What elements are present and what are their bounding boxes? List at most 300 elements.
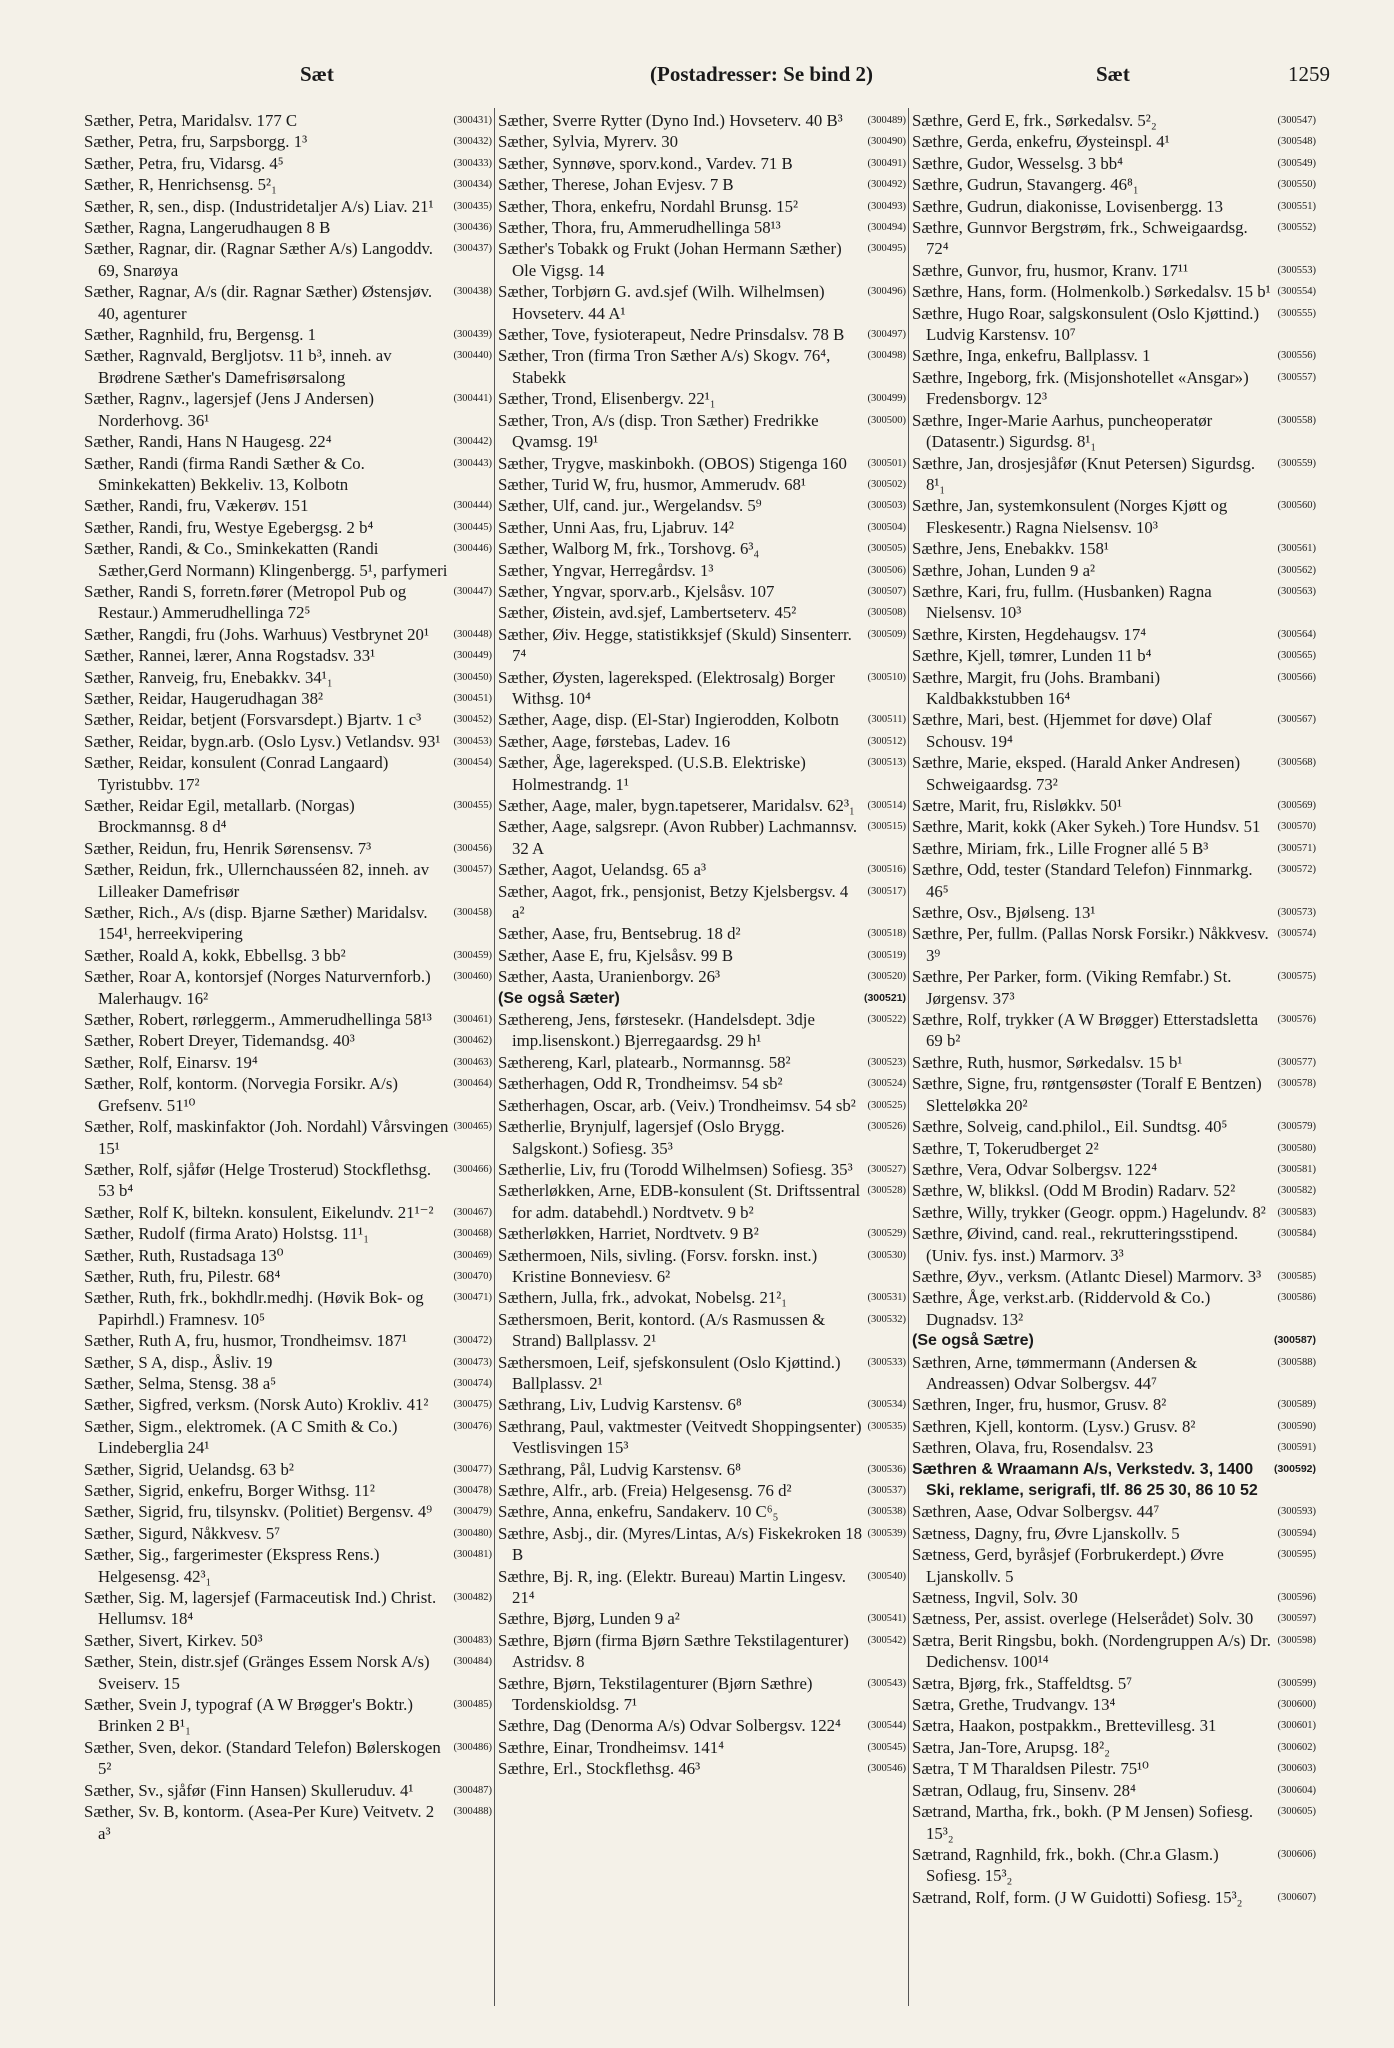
directory-entry	[498, 881, 908, 924]
entry-text: Sæther, Torbjørn G. avd.sjef (Wilh. Wilhelmsen) Hovseterv. 44 A¹	[498, 282, 825, 323]
directory-entry	[84, 1116, 494, 1159]
entry-text: Sæther, Reidar, Haugerudhagan 38²	[84, 688, 324, 708]
entry-code: (300536)	[867, 1463, 906, 1475]
entry-code: (300464)	[453, 1078, 492, 1090]
entry-text: Sætrand, Martha, frk., bokh. (P M Jensen) Sofiesg. 15³₂	[912, 1802, 1254, 1843]
entry-text: Sætra, T M Tharaldsen Pilestr. 75¹⁰	[912, 1759, 1149, 1779]
directory-entry	[912, 1758, 1318, 1779]
entry-text: Sæther, Sylvia, Myrerv. 30	[498, 132, 679, 152]
entry-code: (300494)	[867, 222, 906, 234]
entry-code: (300495)	[867, 243, 906, 255]
directory-entry	[84, 1801, 494, 1844]
entry-text: Sæther, Randi, fru, Vækerøv. 151	[84, 496, 309, 516]
directory-entry	[498, 1309, 908, 1352]
entry-text: Sæther, Randi, fru, Westye Egebergsg. 2 b⁴	[84, 517, 374, 537]
entry-code: (300561)	[1277, 543, 1316, 555]
entry-text: Sæthrang, Pål, Ludvig Karstensv. 6⁸	[498, 1459, 741, 1479]
directory-entry	[498, 945, 908, 966]
directory-entry	[498, 517, 908, 538]
entry-code: (300481)	[453, 1549, 492, 1561]
entry-text: Sæther, Rudolf (firma Arato) Holstsg. 11¹₁	[84, 1224, 370, 1244]
entry-text: Sæther, Sverre Rytter (Dyno Ind.) Hovseterv. 40 B³	[498, 111, 843, 130]
directory-entry	[912, 795, 1318, 816]
entry-text: Sæther, Aase E, fru, Kjelsåsv. 99 B	[498, 945, 734, 965]
entry-text: Sæther, Ragnar, A/s (dir. Ragnar Sæther) Østensjøv. 40, agenturer	[84, 282, 433, 323]
entry-code: (300515)	[867, 821, 906, 833]
entry-text: Sæther, Sivert, Kirkev. 50³	[84, 1630, 263, 1650]
directory-entry	[498, 174, 908, 195]
entry-code: (300522)	[867, 1014, 906, 1026]
entry-text: (Se også Sæter)	[498, 989, 620, 1007]
entry-text: Sæther, Selma, Stensg. 38 a⁵	[84, 1373, 277, 1393]
entry-text: Sæther, Randi S, forretn.fører (Metropol Pub og Restaur.) Ammerudhellinga 72⁵	[84, 581, 407, 623]
directory-entry	[912, 495, 1318, 538]
entry-text: Sæthre, Bjørn, Tekstilagenturer (Bjørn Sæthre) Tordenskioldsg. 7¹	[498, 1673, 813, 1715]
entry-text: Sæthre, Jan, drosjesjåfør (Knut Petersen) Sigurdsg. 8¹₁	[912, 453, 1256, 494]
entry-code: (300532)	[867, 1313, 906, 1325]
directory-entry	[84, 795, 494, 838]
directory-entry	[498, 238, 908, 281]
directory-entry	[84, 1416, 494, 1459]
entry-text: Sæthre, Gunvor, fru, husmor, Kranv. 17¹¹	[912, 260, 1189, 280]
entry-code: (300490)	[867, 136, 906, 148]
entry-code: (300574)	[1277, 928, 1316, 940]
directory-entry	[912, 1844, 1318, 1887]
entry-text: Sæthre, Vera, Odvar Solbergsv. 122⁴	[912, 1159, 1158, 1179]
entry-text: Sæther, Stein, distr.sjef (Gränges Essem Norsk A/s) Sveiserv. 15	[84, 1652, 430, 1693]
entry-text: (Se også Sætre)	[912, 1332, 1034, 1350]
entry-code: (300565)	[1277, 650, 1316, 662]
entry-code: (300438)	[453, 286, 492, 298]
entry-code: (300454)	[453, 757, 492, 769]
entry-code: (300593)	[1277, 1506, 1316, 1518]
entry-text: Sæthre, Alfr., arb. (Freia) Helgesensg. 76 d²	[498, 1481, 792, 1500]
entry-code: (300545)	[867, 1741, 906, 1753]
directory-entry	[912, 217, 1318, 260]
directory-entry	[84, 1373, 494, 1394]
entry-text: Sæthermoen, Nils, sivling. (Forsv. forskn. inst.) Kristine Bonneviesv. 6²	[498, 1245, 818, 1286]
entry-text: Sæthern, Julla, frk., advokat, Nobelsg. 21²₁	[498, 1288, 788, 1308]
entry-code: (300562)	[1277, 564, 1316, 576]
entry-text: Sæther, Trygve, maskinbokh. (OBOS) Stigenga 160	[498, 453, 847, 473]
entry-code: (300458)	[453, 907, 492, 919]
entry-text: Sæthre, Øyv., verksm. (Atlantc Diesel) Marmorv. 3³	[912, 1266, 1262, 1286]
entry-code: (300436)	[453, 222, 492, 234]
directory-entry	[498, 1180, 908, 1223]
entry-code: (300461)	[453, 1014, 492, 1026]
entry-code: (300462)	[453, 1035, 492, 1047]
entry-text: Sæthre, Marit, kokk (Aker Sykeh.) Tore Hundsv. 51	[912, 817, 1261, 837]
entry-text: Sæther, Roar A, kontorsjef (Norges Naturvernforb.) Malerhaugv. 16²	[84, 967, 431, 1008]
entry-text: Sæther, Reidun, fru, Henrik Sørensensv. 7³	[84, 838, 372, 858]
entry-text: Sæther, Petra, fru, Vidarsg. 4⁵	[84, 153, 284, 173]
directory-entry	[498, 731, 908, 752]
entry-code: (300479)	[453, 1506, 492, 1518]
entry-text: Sætherhagen, Oscar, arb. (Veiv.) Trondheimsv. 54 sb²	[498, 1095, 856, 1115]
directory-entry	[912, 1459, 1318, 1502]
entry-code: (300566)	[1277, 671, 1316, 683]
entry-code: (300521)	[863, 991, 906, 1004]
directory-entry	[84, 966, 494, 1009]
entry-text: Sæther, S A, disp., Åsliv. 19	[84, 1352, 273, 1372]
entry-code: (300526)	[867, 1121, 906, 1133]
column-divider	[908, 108, 909, 2006]
directory-entry	[498, 966, 908, 987]
entry-code: (300575)	[1277, 971, 1316, 983]
entry-text: Sæther, Øiv. Hegge, statistikksjef (Skuld) Sinsenterr. 7⁴	[498, 624, 852, 666]
directory-entry	[84, 902, 494, 945]
directory-entry	[84, 667, 494, 688]
entry-code: (300552)	[1277, 222, 1316, 234]
entry-code: (300470)	[453, 1270, 492, 1282]
entry-code: (300543)	[867, 1677, 906, 1689]
entry-code: (300497)	[867, 329, 906, 341]
directory-entry	[498, 1566, 908, 1609]
directory-entry	[84, 1159, 494, 1202]
entry-code: (300586)	[1277, 1292, 1316, 1304]
entry-text: Sæther, Tove, fysioterapeut, Nedre Prinsdalsv. 78 B	[498, 325, 845, 345]
entry-code: (300538)	[867, 1506, 906, 1518]
directory-entry	[498, 1480, 908, 1501]
entry-text: Sæther, Øistein, avd.sjef, Lambertseterv. 45²	[498, 603, 797, 623]
entry-code: (300499)	[867, 393, 906, 405]
entry-text: Sætherlie, Brynjulf, lagersjef (Oslo Brygg. Salgskont.) Sofiesg. 35³	[498, 1117, 785, 1158]
entry-code: (300512)	[867, 735, 906, 747]
directory-entry	[84, 1266, 494, 1287]
entry-text: Sæthre, Solveig, cand.philol., Eil. Sundtsg. 40⁵	[912, 1117, 1228, 1137]
entry-text: Sæthre, Hugo Roar, salgskonsulent (Oslo Kjøttind.) Ludvig Karstensv. 10⁷	[912, 303, 1260, 345]
entry-text: Sætra, Bjørg, frk., Staffeldtsg. 5⁷	[912, 1673, 1133, 1693]
directory-entry	[498, 795, 908, 816]
directory-entry	[498, 1009, 908, 1052]
entry-code: (300524)	[867, 1078, 906, 1090]
directory-entry	[498, 1523, 908, 1566]
entry-code: (300540)	[867, 1570, 906, 1582]
entry-code: (300529)	[867, 1228, 906, 1240]
entry-text: Sæther, Sigurd, Nåkkvesv. 5⁷	[84, 1523, 281, 1543]
entry-code: (300487)	[453, 1784, 492, 1796]
directory-entry	[84, 1651, 494, 1694]
entry-code: (300492)	[867, 179, 906, 191]
entry-code: (300531)	[867, 1292, 906, 1304]
directory-entry	[84, 131, 494, 152]
directory-entry	[498, 474, 908, 495]
directory-entry	[84, 581, 494, 624]
entry-text: Sæther, R, sen., disp. (Industridetaljer A/s) Liav. 21¹	[84, 196, 434, 216]
entry-code: (300476)	[453, 1420, 492, 1432]
directory-entry	[84, 1480, 494, 1501]
directory-entry	[498, 1737, 908, 1758]
entry-code: (300485)	[453, 1699, 492, 1711]
entry-code: (300432)	[453, 136, 492, 148]
entry-code: (300581)	[1277, 1163, 1316, 1175]
directory-entry	[84, 1287, 494, 1330]
entry-code: (300463)	[453, 1056, 492, 1068]
directory-entry	[84, 1780, 494, 1801]
entry-text: Sæther, Svein J, typograf (A W Brøgger's Boktr.) Brinken 2 B¹₁	[84, 1695, 413, 1736]
directory-entry	[498, 410, 908, 453]
entry-code: (300548)	[1277, 136, 1316, 148]
directory-entry	[498, 196, 908, 217]
directory-entry	[84, 1352, 494, 1373]
directory-entry	[912, 1052, 1318, 1073]
entry-text: Sæthre, Kirsten, Hegdehaugsv. 17⁴	[912, 624, 1147, 644]
directory-entry	[498, 560, 908, 581]
entry-code: (300606)	[1277, 1848, 1316, 1860]
directory-entry	[84, 388, 494, 431]
entry-code: (300520)	[867, 971, 906, 983]
entry-text: Sæthre, Jens, Enebakkv. 158¹	[912, 539, 1109, 559]
entry-code: (300555)	[1277, 307, 1316, 319]
entry-text: Sæthre, T, Tokerudberget 2²	[912, 1138, 1099, 1158]
entry-text: Sæthre, Bjørn (firma Bjørn Sæthre Tekstilagenturer) Astridsv. 8	[498, 1630, 849, 1672]
directory-entry	[498, 1459, 908, 1480]
entry-code: (300439)	[453, 329, 492, 341]
directory-entry	[84, 1330, 494, 1351]
entry-text: Sæther, Rolf K, biltekn. konsulent, Eikelundv. 21¹⁻²	[84, 1202, 434, 1222]
entry-text: Sæther, Tron, A/s (disp. Tron Sæther) Fredrikke Qvamsg. 19¹	[498, 410, 819, 452]
directory-entry	[84, 217, 494, 238]
entry-code: (300459)	[453, 949, 492, 961]
entry-code: (300602)	[1277, 1741, 1316, 1753]
running-head-center: (Postadresser: Se bind 2)	[650, 62, 874, 86]
directory-entry	[912, 367, 1318, 410]
entry-text: Sætran, Odlaug, fru, Sinsenv. 28⁴	[912, 1780, 1136, 1800]
entry-text: Sæthereng, Jens, førstesekr. (Handelsdept. 3dje imp.lisenskont.) Bjerregaardsg. 29 h¹	[498, 1010, 815, 1051]
entry-text: Sæthren, Olava, fru, Rosendalsv. 23	[912, 1438, 1154, 1458]
entry-text: Sæthre, Per, fullm. (Pallas Norsk Forsikr.) Nåkkvesv. 3⁹	[912, 924, 1269, 965]
directory-entry	[84, 645, 494, 666]
entry-text: Sæther, Aage, disp. (El-Star) Ingierodden, Kolbotn	[498, 710, 839, 730]
directory-entry	[498, 495, 908, 516]
directory-entry	[498, 453, 908, 474]
directory-entry	[912, 110, 1318, 131]
entry-code: (300456)	[453, 842, 492, 854]
entry-text: Sætness, Gerd, byråsjef (Forbrukerdept.) Øvre Ljanskollv. 5	[912, 1545, 1224, 1586]
entry-text: Sætness, Per, assist. overlege (Helserådet) Solv. 30	[912, 1609, 1254, 1629]
entry-text: Sæther, Randi, Hans N Haugesg. 22⁴	[84, 432, 332, 452]
directory-entry	[84, 1009, 494, 1030]
entry-text: Sæthre, Ingeborg, frk. (Misjonshotellet «Ansgar») Fredensborgv. 12³	[912, 367, 1249, 409]
directory-entry	[912, 453, 1318, 496]
entry-code: (300467)	[453, 1206, 492, 1218]
entry-text: Sæthre, Bjørg, Lunden 9 a²	[498, 1609, 680, 1629]
entry-text: Sæthre, Kjell, tømrer, Lunden 11 b⁴	[912, 646, 1152, 666]
entry-text: Sæther, Rolf, maskinfaktor (Joh. Nordahl) Vårsvingen 15¹	[84, 1117, 449, 1158]
entry-code: (300449)	[453, 650, 492, 662]
entry-text: Sæther, Aage, førstebas, Ladev. 16	[498, 731, 731, 751]
running-head-right: Sæt	[1096, 62, 1130, 86]
directory-entry	[84, 1737, 494, 1780]
entry-code: (300607)	[1277, 1891, 1316, 1903]
entry-text: Sætra, Haakon, postpakkm., Brettevillesg. 31	[912, 1716, 1217, 1736]
entry-text: Sæthren, Inger, fru, husmor, Grusv. 8²	[912, 1395, 1167, 1415]
entry-code: (300589)	[1277, 1399, 1316, 1411]
directory-entry	[84, 945, 494, 966]
entry-code: (300519)	[867, 949, 906, 961]
entry-code: (300578)	[1277, 1078, 1316, 1090]
directory-entry	[912, 1673, 1318, 1694]
entry-code: (300584)	[1277, 1228, 1316, 1240]
directory-entry	[912, 1202, 1318, 1223]
entry-code: (300509)	[867, 628, 906, 640]
entry-code: (300558)	[1277, 414, 1316, 426]
entry-text: Sæthre, Erl., Stockflethsg. 46³	[498, 1759, 701, 1779]
entry-text: Sæther, Ruth, fru, Pilestr. 68⁴	[84, 1266, 281, 1286]
entry-code: (300518)	[867, 928, 906, 940]
directory-entry	[498, 624, 908, 667]
entry-code: (300580)	[1277, 1142, 1316, 1154]
entry-text: Sæthre, Marie, eksped. (Harald Anker Andresen) Schweigaardsg. 73²	[912, 753, 1241, 794]
directory-entry	[84, 495, 494, 516]
entry-code: (300576)	[1277, 1014, 1316, 1026]
directory-entry	[912, 966, 1318, 1009]
entry-text: Sæther, Petra, Maridalsv. 177 C	[84, 111, 298, 130]
directory-entry	[912, 902, 1318, 923]
entry-code: (300568)	[1277, 757, 1316, 769]
entry-code: (300504)	[867, 521, 906, 533]
entry-text: Sæther, Unni Aas, fru, Ljabruv. 14²	[498, 517, 734, 537]
entry-code: (300603)	[1277, 1763, 1316, 1775]
entry-code: (300443)	[453, 457, 492, 469]
entry-code: (300505)	[867, 543, 906, 555]
directory-entry	[84, 1394, 494, 1415]
entry-text: Sæther, Randi, & Co., Sminkekatten (Randi Sæther,Gerd Normann) Klingenbergg. 5¹, parfymeri	[84, 539, 448, 580]
column-divider	[494, 108, 495, 2006]
directory-entry	[912, 1073, 1318, 1116]
entry-text: Sæthre, Margit, fru (Johs. Brambani) Kaldbakkstubben 16⁴	[912, 667, 1161, 708]
entry-code: (300585)	[1277, 1270, 1316, 1282]
directory-entry	[912, 645, 1318, 666]
entry-text: Sæther, Ragnv., lagersjef (Jens J Andersen) Norderhovg. 36¹	[84, 389, 374, 430]
entry-text: Sæther, Ragnhild, fru, Bergensg. 1	[84, 325, 317, 345]
entry-code: (300573)	[1277, 907, 1316, 919]
entry-code: (300599)	[1277, 1677, 1316, 1689]
entry-code: (300550)	[1277, 179, 1316, 191]
entry-text: Sæther, Thora, fru, Ammerudhellinga 58¹³	[498, 218, 781, 238]
entry-code: (300510)	[867, 671, 906, 683]
entry-code: (300542)	[867, 1634, 906, 1646]
directory-entry	[912, 709, 1318, 752]
entry-code: (300530)	[867, 1249, 906, 1261]
entry-code: (300465)	[453, 1121, 492, 1133]
entry-text: Sæthre, Inger-Marie Aarhus, puncheoperatør (Datasentr.) Sigurdsg. 8¹₁	[912, 410, 1213, 452]
entry-code: (300445)	[453, 521, 492, 533]
entry-code: (300601)	[1277, 1720, 1316, 1732]
entry-code: (300560)	[1277, 500, 1316, 512]
directory-entry	[912, 1887, 1318, 1908]
entry-code: (300440)	[453, 350, 492, 362]
entry-code: (300471)	[453, 1292, 492, 1304]
directory-entry	[84, 731, 494, 752]
directory-entry	[84, 238, 494, 281]
directory-entry	[912, 1501, 1318, 1522]
entry-code: (300498)	[867, 350, 906, 362]
entry-text: Sæther, Walborg M, frk., Torshovg. 6³₄	[498, 539, 760, 559]
directory-entry	[498, 1673, 908, 1716]
directory-entry	[498, 217, 908, 238]
entry-text: Sæthre, Einar, Trondheimsv. 141⁴	[498, 1737, 724, 1757]
directory-entry	[912, 131, 1318, 152]
entry-code: (300570)	[1277, 821, 1316, 833]
entry-code: (300563)	[1277, 585, 1316, 597]
directory-entry	[84, 1459, 494, 1480]
entry-text: Sætre, Marit, fru, Risløkkv. 50¹	[912, 796, 1122, 815]
entry-text: Sæther, Reidar, konsulent (Conrad Langaard) Tyristubbv. 17²	[84, 753, 389, 794]
directory-entry	[84, 688, 494, 709]
directory-entry	[498, 1116, 908, 1159]
entry-code: (300511)	[867, 714, 906, 726]
entry-code: (300447)	[453, 585, 492, 597]
directory-entry	[84, 1223, 494, 1244]
directory-entry	[84, 1523, 494, 1544]
entry-code: (300450)	[453, 671, 492, 683]
directory-entry	[912, 667, 1318, 710]
directory-entry	[912, 560, 1318, 581]
entry-text: Sæther, Roald A, kokk, Ebbellsg. 3 bb²	[84, 945, 346, 965]
directory-entry	[498, 1073, 908, 1094]
entry-code: (300508)	[867, 607, 906, 619]
entry-code: (300493)	[867, 200, 906, 212]
entry-code: (300452)	[453, 714, 492, 726]
entry-text: Sæther, Aage, salgsrepr. (Avon Rubber) Lachmannsv. 32 A	[498, 817, 858, 858]
entry-text: Sæthersmoen, Berit, kontord. (A/s Rasmussen & Strand) Ballplassv. 2¹	[498, 1309, 826, 1351]
entry-text: Sæthersmoen, Leif, sjefskonsulent (Oslo Kjøttind.) Ballplassv. 2¹	[498, 1352, 841, 1393]
entry-text: Sæther, Ruth, frk., bokhdlr.medhj. (Høvik Bok- og Papirhdl.) Framnesv. 10⁵	[84, 1288, 424, 1329]
entry-code: (300516)	[867, 864, 906, 876]
entry-code: (300533)	[867, 1356, 906, 1368]
entry-text: Sæther, Rannei, lærer, Anna Rogstadsv. 33¹	[84, 646, 376, 666]
entry-text: Sæthre, Åge, verkst.arb. (Riddervold & Co.) Dugnadsv. 13²	[912, 1288, 1211, 1329]
entry-text: Sæther, Trond, Elisenbergv. 22¹₁	[498, 389, 716, 409]
entry-code: (300537)	[867, 1485, 906, 1496]
directory-column-3	[912, 110, 1318, 2030]
entry-code: (300486)	[453, 1741, 492, 1753]
entry-text: Sætherhagen, Odd R, Trondheimsv. 54 sb²	[498, 1074, 783, 1094]
entry-text: Sæthrang, Liv, Ludvig Karstensv. 6⁸	[498, 1395, 742, 1415]
entry-code: (300528)	[867, 1185, 906, 1197]
entry-text: Sæthre, Jan, systemkonsulent (Norges Kjøtt og Fleskesentr.) Ragna Nielsensv. 10³	[912, 496, 1228, 537]
entry-code: (300549)	[1277, 157, 1316, 169]
directory-entry	[912, 1159, 1318, 1180]
directory-entry	[498, 153, 908, 174]
entry-text: Sæthre, Rolf, trykker (A W Brøgger) Etterstadsletta 69 b²	[912, 1010, 1259, 1051]
directory-entry	[84, 1030, 494, 1051]
directory-entry	[84, 324, 494, 345]
entry-text: Sæther, Aagot, frk., pensjonist, Betzy Kjelsbergsv. 4 a²	[498, 881, 849, 923]
entry-code: (300564)	[1277, 628, 1316, 640]
directory-entry	[498, 388, 908, 409]
directory-entry	[498, 281, 908, 324]
entry-text: Sæther, Aagot, Uelandsg. 65 a³	[498, 860, 707, 880]
entry-text: Sæther, Randi (firma Randi Sæther & Co. Sminkekatten) Bekkeliv. 13, Kolbotn	[84, 453, 365, 494]
directory-entry	[84, 281, 494, 324]
directory-entry	[912, 1416, 1318, 1437]
directory-entry	[912, 752, 1318, 795]
entry-text: Sæther, Ulf, cand. jur., Wergelandsv. 5⁹	[498, 496, 762, 516]
entry-code: (300600)	[1277, 1699, 1316, 1711]
entry-text: Sæther, Rolf, kontorm. (Norvegia Forsikr. A/s) Grefsenv. 51¹⁰	[84, 1074, 398, 1115]
entry-text: Sæther, Sv., sjåfør (Finn Hansen) Skulleruduv. 4¹	[84, 1780, 414, 1800]
page-number: 1259	[1288, 62, 1330, 86]
directory-entry	[912, 816, 1318, 837]
entry-code: (300539)	[867, 1527, 906, 1539]
page-header	[80, 62, 1330, 96]
entry-code: (300442)	[453, 436, 492, 448]
directory-entry	[84, 1202, 494, 1223]
entry-code: (300474)	[453, 1377, 492, 1389]
directory-entry	[912, 303, 1318, 346]
